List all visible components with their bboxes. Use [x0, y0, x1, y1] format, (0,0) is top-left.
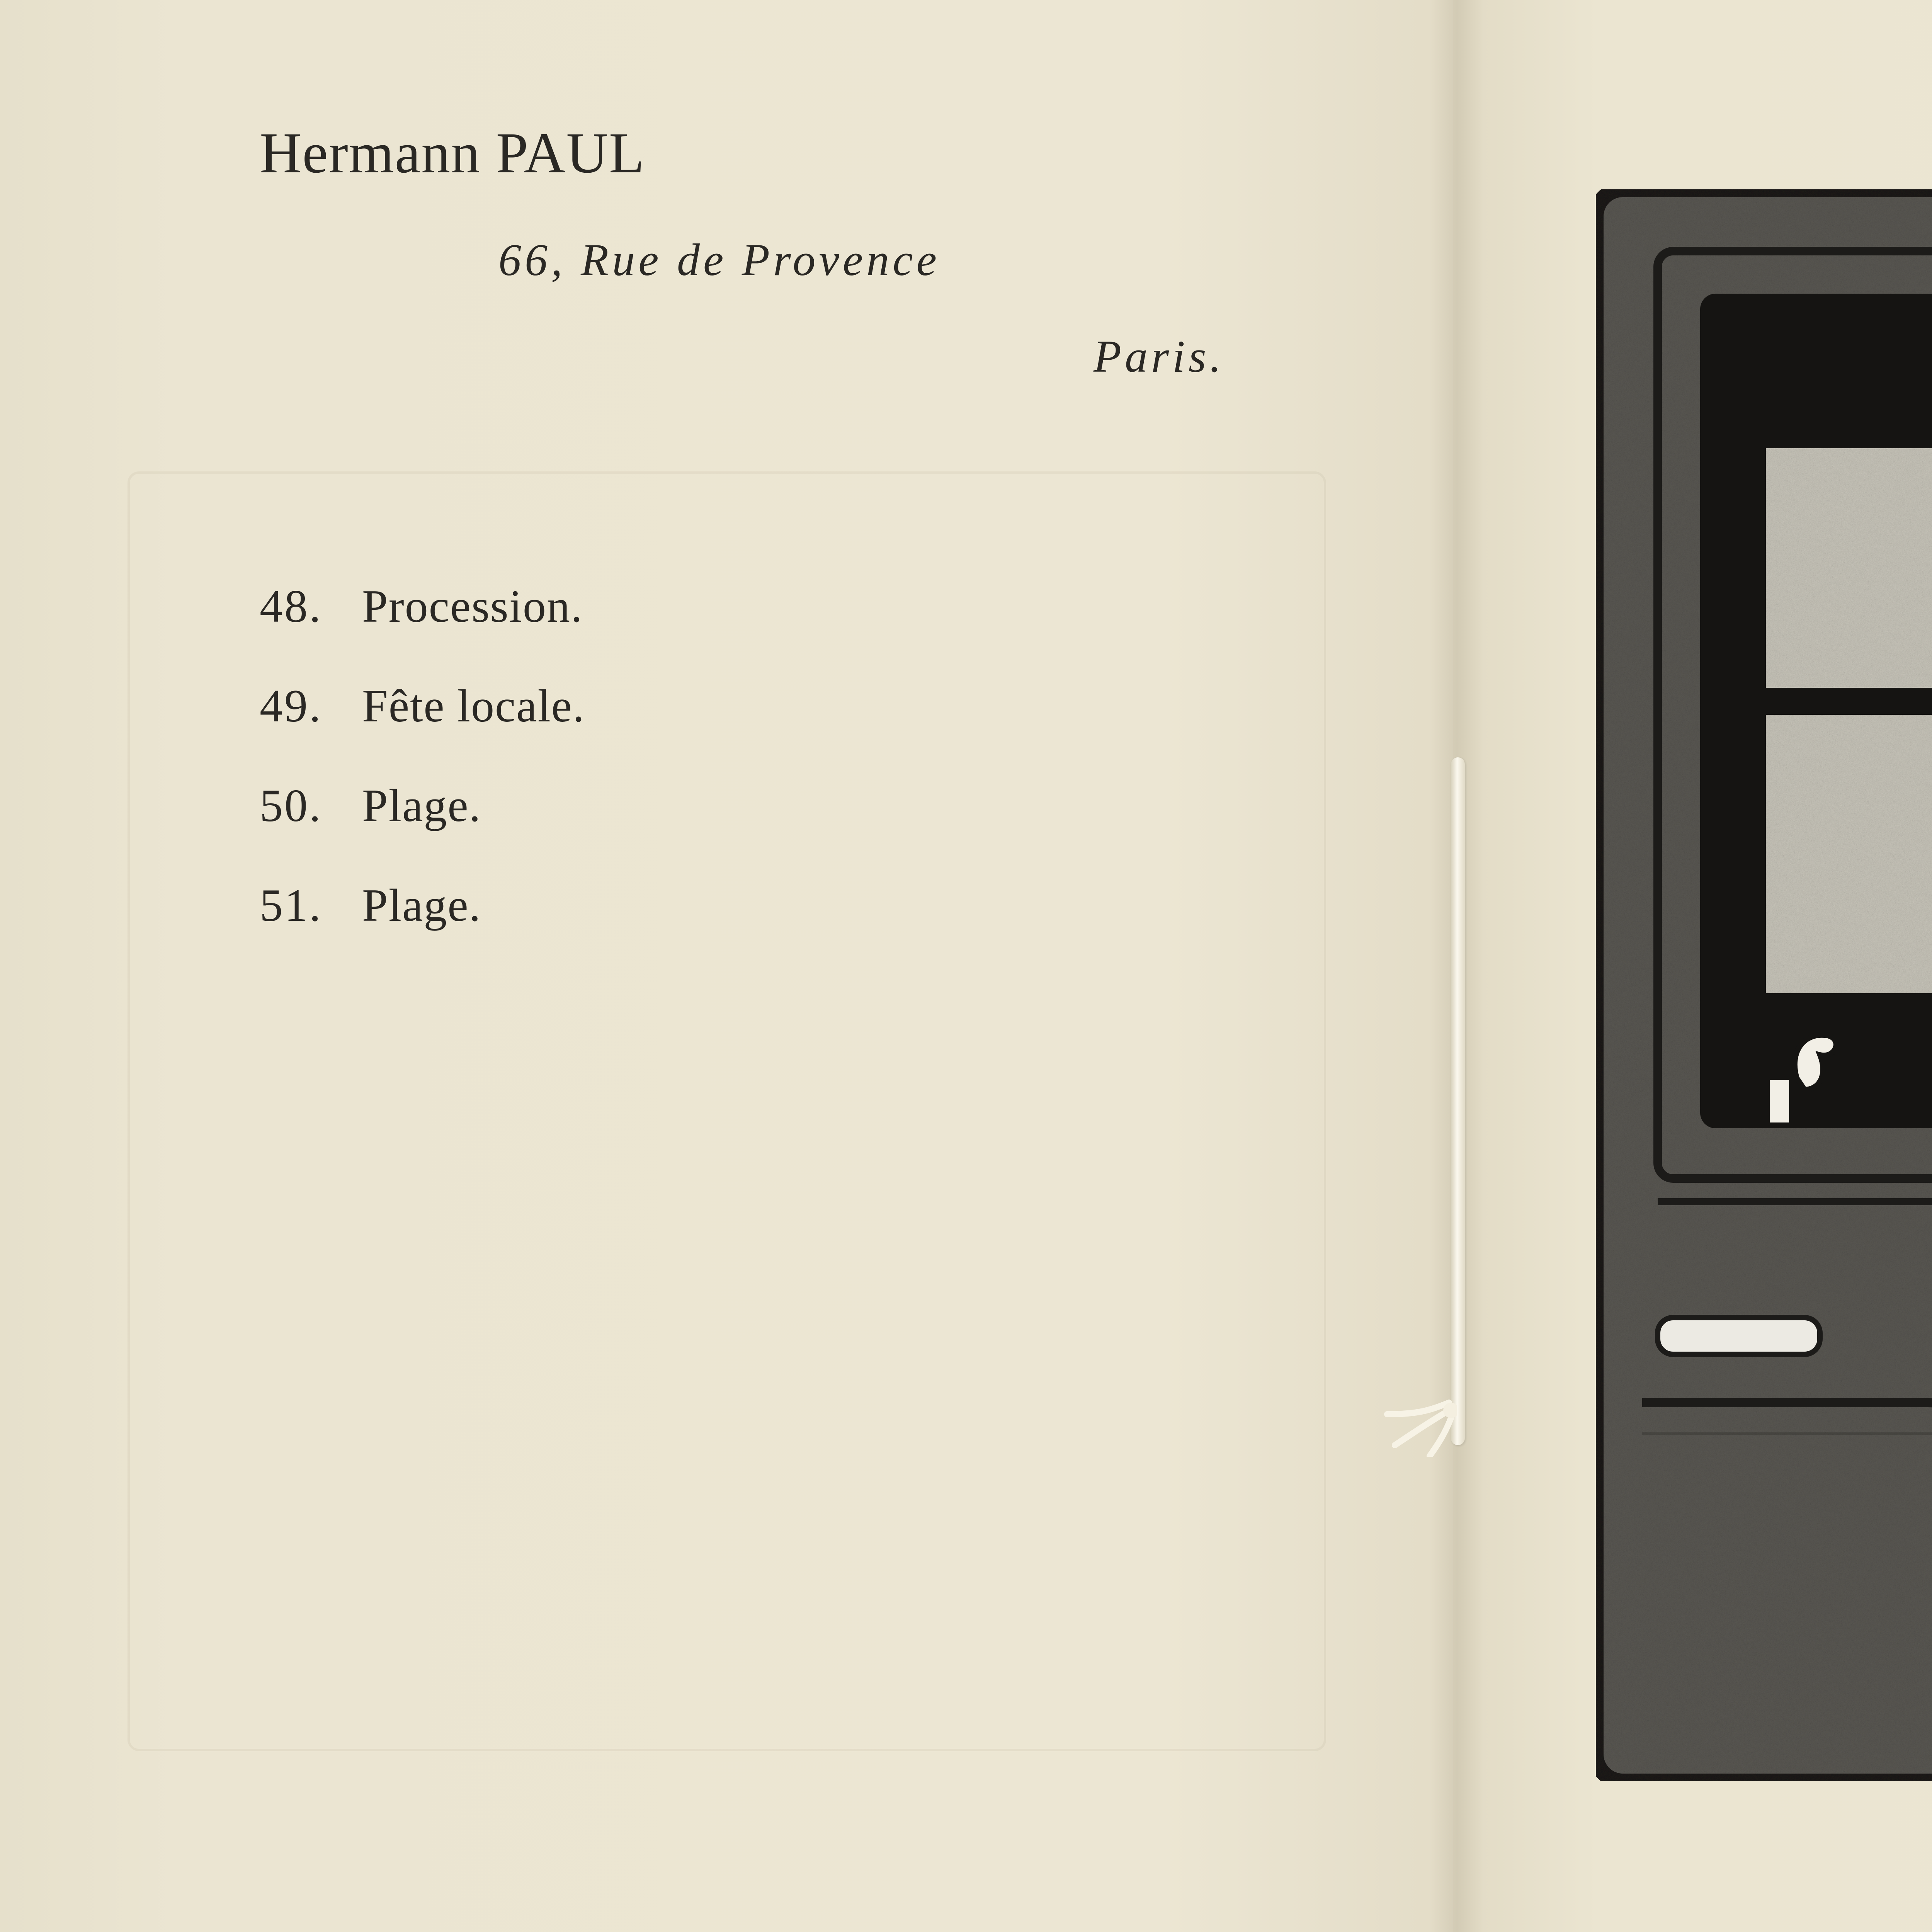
list-item — [260, 879, 585, 978]
item-title: Fête locale. — [362, 680, 585, 731]
item-number: 49. — [260, 680, 322, 731]
item-number: 48. — [260, 580, 322, 632]
list-item — [260, 779, 585, 879]
list-item — [260, 580, 585, 679]
address-street: 66, Rue de Provence — [498, 235, 940, 285]
item-number: 50. — [260, 780, 322, 831]
artist-name: Hermann PAUL — [260, 121, 645, 185]
binding-thread — [1451, 757, 1465, 1445]
rear-window — [1766, 448, 1932, 993]
list-item — [260, 679, 585, 779]
item-title: Procession. — [362, 580, 583, 632]
item-title: Plage. — [362, 879, 481, 931]
item-title: Plage. — [362, 780, 481, 831]
item-number: 51. — [260, 879, 322, 931]
lithograph-illustration — [1588, 182, 1932, 1789]
door-handle — [1658, 1318, 1820, 1354]
catalog-list — [260, 580, 585, 978]
thread-knot — [1372, 1387, 1457, 1457]
address-city: Paris. — [1094, 331, 1225, 382]
